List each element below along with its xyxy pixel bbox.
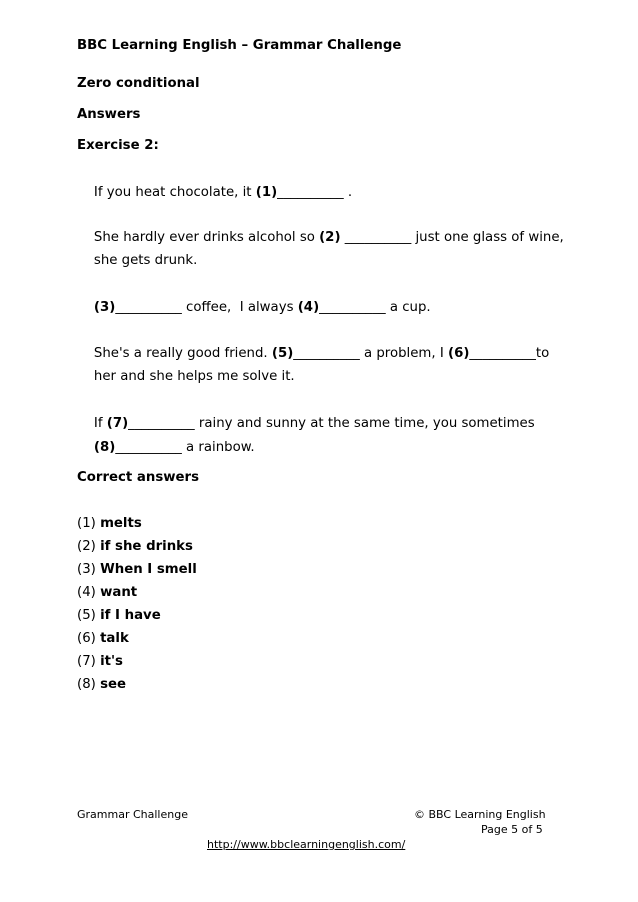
text: her and she helps me solve it.: [93, 369, 295, 384]
text: __________ .: [277, 185, 353, 200]
answer-number: (5): [77, 608, 101, 623]
text: __________ coffee, I always: [115, 300, 298, 315]
answer-item: [77, 631, 129, 647]
answer-item: [77, 539, 193, 555]
text: If you heat chocolate, it: [93, 185, 256, 200]
answer-text: if she drinks: [100, 539, 193, 554]
blank-number: (5): [271, 346, 294, 361]
footer-left: Grammar Challenge: [77, 808, 188, 821]
text: She hardly ever drinks alcohol so: [93, 230, 320, 245]
blank-number: (6): [448, 346, 470, 361]
exercise-line-3: [77, 237, 197, 285]
text: __________to: [469, 346, 550, 361]
blank-number: (3): [93, 300, 116, 315]
answer-number: (7): [77, 654, 101, 669]
answer-number: (3): [77, 562, 101, 577]
answer-text: see: [100, 677, 127, 692]
exercise-line-4: [77, 284, 431, 332]
exercise-heading: Exercise 2:: [77, 138, 159, 153]
blank-number: (7): [106, 416, 129, 431]
footer-copyright: © BBC Learning English: [414, 808, 546, 821]
text: __________ a problem, I: [293, 346, 448, 361]
answer-item: [77, 585, 137, 601]
answers-heading: Answers: [77, 107, 141, 122]
topic-heading: Zero conditional: [77, 76, 200, 91]
correct-answers-heading: Correct answers: [77, 470, 200, 485]
answer-item: [77, 654, 123, 670]
blank-number: (2): [319, 230, 341, 245]
text: she gets drunk.: [93, 253, 198, 268]
document-page: [77, 0, 567, 902]
answer-text: if I have: [100, 608, 161, 623]
answer-item: [77, 562, 197, 578]
answer-number: (4): [77, 585, 101, 600]
answer-number: (6): [77, 631, 101, 646]
text: She's a really good friend.: [93, 346, 272, 361]
answer-item: [77, 677, 126, 693]
text: __________ just one glass of wine,: [340, 230, 564, 245]
exercise-line-8: [77, 424, 255, 472]
answer-number: (8): [77, 677, 101, 692]
answer-item: [77, 608, 161, 624]
answer-item: [77, 516, 142, 532]
answer-text: it's: [100, 654, 123, 669]
exercise-line-1: [77, 169, 352, 217]
text: __________ rainy and sunny at the same time, you sometimes: [128, 416, 535, 431]
document-title: BBC Learning English – Grammar Challenge: [77, 38, 402, 53]
footer-page-number: Page 5 of 5: [481, 823, 543, 836]
text: __________ a cup.: [319, 300, 431, 315]
blank-number: (4): [297, 300, 320, 315]
answer-text: melts: [100, 516, 142, 531]
text: __________ a rainbow.: [115, 440, 255, 455]
footer-url-link[interactable]: http://www.bbclearningenglish.com/: [207, 838, 406, 851]
exercise-line-6: [77, 353, 295, 401]
answer-number: (1): [77, 516, 101, 531]
answer-text: When I smell: [100, 562, 197, 577]
answer-text: want: [100, 585, 138, 600]
blank-number: (1): [255, 185, 278, 200]
text: If: [93, 416, 107, 431]
answer-text: talk: [100, 631, 129, 646]
blank-number: (8): [93, 440, 116, 455]
answer-number: (2): [77, 539, 101, 554]
